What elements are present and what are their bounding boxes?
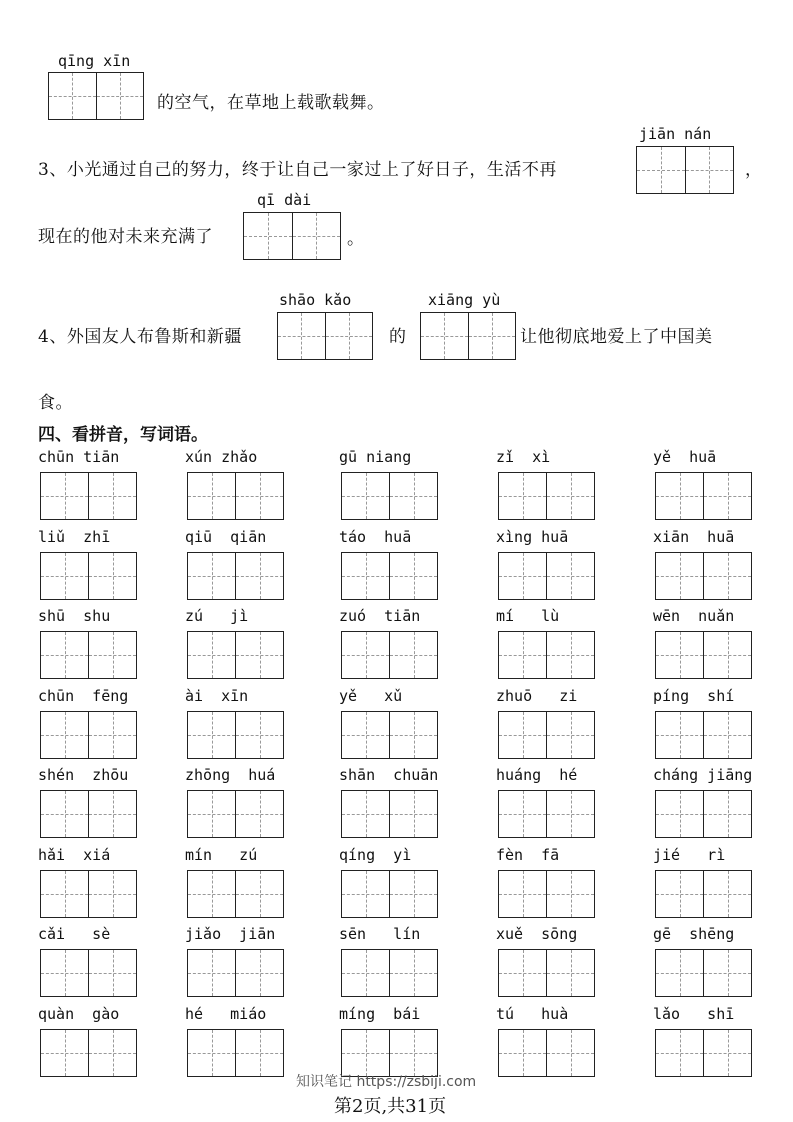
writing-box[interactable] <box>40 949 137 997</box>
grid-pinyin: zhōng huá <box>185 766 276 784</box>
writing-box[interactable] <box>498 552 595 600</box>
writing-box[interactable] <box>40 1029 137 1077</box>
writing-box[interactable] <box>655 631 752 679</box>
grid-pinyin: zú jì <box>185 607 249 625</box>
grid-pinyin: gū niang <box>339 448 412 466</box>
writing-box[interactable] <box>655 1029 752 1077</box>
writing-box[interactable] <box>341 790 438 838</box>
writing-box[interactable] <box>341 870 438 918</box>
grid-pinyin: xiān huā <box>653 527 735 546</box>
writing-box[interactable] <box>187 949 284 997</box>
grid-pinyin: míng bái <box>339 1004 421 1023</box>
writing-box[interactable] <box>40 711 137 759</box>
item3-comma: ， <box>745 160 763 180</box>
writing-box[interactable] <box>40 631 137 679</box>
grid-pinyin: mín zú <box>185 845 258 864</box>
writing-box[interactable] <box>40 870 137 918</box>
writing-box[interactable] <box>498 1029 595 1077</box>
writing-box[interactable] <box>341 552 438 600</box>
grid-pinyin: wēn nuǎn <box>653 607 735 625</box>
grid-pinyin: hǎi xiá <box>38 845 111 864</box>
writing-box[interactable] <box>498 472 595 520</box>
writing-box[interactable] <box>655 790 752 838</box>
writing-box[interactable] <box>655 711 752 759</box>
writing-box[interactable] <box>636 146 734 194</box>
writing-box[interactable] <box>187 870 284 918</box>
writing-box[interactable] <box>187 711 284 759</box>
grid-pinyin: shū shu <box>38 607 111 625</box>
pinyin-jiannan: jiān nán <box>639 125 712 143</box>
writing-box[interactable] <box>187 790 284 838</box>
grid-pinyin: xún zhǎo <box>185 448 258 466</box>
writing-box[interactable] <box>341 949 438 997</box>
grid-pinyin: shén zhōu <box>38 766 129 784</box>
writing-box[interactable] <box>40 790 137 838</box>
grid-pinyin: xuě sōng <box>496 925 578 943</box>
writing-box[interactable] <box>655 552 752 600</box>
grid-pinyin: xìng huā <box>496 527 569 546</box>
item4-text-b: 让他彻底地爱上了中国美 <box>520 327 713 347</box>
writing-box[interactable] <box>187 552 284 600</box>
grid-pinyin: zuó tiān <box>339 607 421 625</box>
watermark: 知识笔记 https://zsbiji.com <box>296 1074 477 1090</box>
grid-pinyin: shān chuān <box>339 766 439 784</box>
grid-pinyin: qíng yì <box>339 845 412 864</box>
writing-box[interactable] <box>341 711 438 759</box>
grid-pinyin: zǐ xì <box>496 448 551 466</box>
grid-pinyin: liǔ zhī <box>38 527 111 546</box>
pinyin-shaokao: shāo kǎo <box>279 291 352 309</box>
item4-text-a: 4、外国友人布鲁斯和新疆 <box>38 327 242 347</box>
item4-text-c: 食。 <box>38 393 73 413</box>
writing-box[interactable] <box>40 472 137 520</box>
grid-pinyin: fèn fā <box>496 845 560 864</box>
grid-pinyin: lǎo shī <box>653 1004 735 1023</box>
pinyin-xiangyu: xiāng yù <box>428 291 501 309</box>
writing-box[interactable] <box>187 1029 284 1077</box>
writing-box[interactable] <box>655 472 752 520</box>
writing-box[interactable] <box>277 312 373 360</box>
grid-pinyin: yě huā <box>653 448 717 466</box>
grid-pinyin: zhuō zi <box>496 686 578 705</box>
section-title: 四、看拼音，写词语。 <box>38 425 208 445</box>
writing-box[interactable] <box>498 949 595 997</box>
grid-pinyin: jiǎo jiān <box>185 925 276 943</box>
grid-pinyin: táo huā <box>339 527 412 546</box>
grid-pinyin: píng shí <box>653 686 735 705</box>
pinyin-qingxin: qīng xīn <box>58 52 131 70</box>
grid-pinyin: chūn fēng <box>38 686 129 705</box>
writing-box[interactable] <box>243 212 341 260</box>
grid-pinyin: quàn gào <box>38 1004 120 1023</box>
item3-period: 。 <box>347 229 365 249</box>
writing-box[interactable] <box>187 472 284 520</box>
page-number: 第2页,共31页 <box>334 1096 447 1117</box>
writing-box[interactable] <box>498 790 595 838</box>
grid-pinyin: qiū qiān <box>185 527 267 546</box>
grid-pinyin: cháng jiāng <box>653 766 753 784</box>
writing-box[interactable] <box>655 949 752 997</box>
grid-pinyin: tú huà <box>496 1004 569 1023</box>
item4-de: 的 <box>389 327 407 347</box>
writing-box[interactable] <box>341 631 438 679</box>
writing-box[interactable] <box>420 312 516 360</box>
writing-box[interactable] <box>498 870 595 918</box>
writing-box[interactable] <box>498 631 595 679</box>
item3-text-b: 现在的他对未来充满了 <box>38 227 213 247</box>
pinyin-qidai: qī dài <box>257 191 312 209</box>
writing-box[interactable] <box>498 711 595 759</box>
writing-box[interactable] <box>48 72 144 120</box>
writing-box[interactable] <box>341 1029 438 1077</box>
writing-box[interactable] <box>187 631 284 679</box>
grid-pinyin: mí lù <box>496 607 560 625</box>
grid-pinyin: huáng hé <box>496 766 578 784</box>
writing-box[interactable] <box>655 870 752 918</box>
grid-pinyin: cǎi sè <box>38 925 111 943</box>
sentence-text: 的空气，在草地上载歌载舞。 <box>157 93 385 113</box>
grid-pinyin: chūn tiān <box>38 448 120 466</box>
item3-text-a: 3、小光通过自己的努力，终于让自己一家过上了好日子，生活不再 <box>38 160 557 180</box>
grid-pinyin: sēn lín <box>339 925 421 943</box>
grid-pinyin: yě xǔ <box>339 686 403 705</box>
grid-pinyin: gē shēng <box>653 925 735 943</box>
grid-pinyin: ài xīn <box>185 686 249 705</box>
grid-pinyin: jié rì <box>653 845 726 864</box>
writing-box[interactable] <box>40 552 137 600</box>
writing-box[interactable] <box>341 472 438 520</box>
grid-pinyin: hé miáo <box>185 1004 267 1023</box>
